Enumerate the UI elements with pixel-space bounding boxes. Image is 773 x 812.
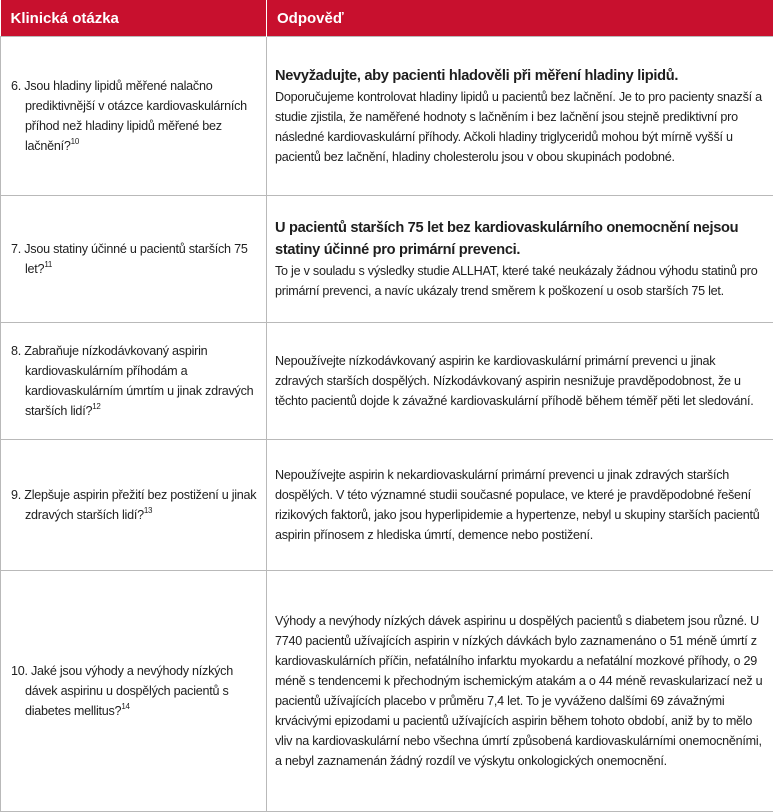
question-label: 8. Zabraňuje nízkodávkovaný aspirin kardiovaskulárním příhodám a kardiovaskulárním úmrtím u jinak zdravých starších lidí? xyxy=(11,344,253,418)
reference-number: 13 xyxy=(144,506,152,515)
table-row xyxy=(1,323,773,440)
question-text xyxy=(11,76,258,156)
header-row xyxy=(1,0,773,37)
question-cell xyxy=(1,571,267,812)
question-label: 7. Jsou statiny účinné u pacientů starších 75 let? xyxy=(11,242,248,276)
header-clinical-question: Klinická otázka xyxy=(1,0,267,37)
answer-cell xyxy=(267,440,773,571)
reference-number: 12 xyxy=(92,402,100,411)
answer-cell xyxy=(267,37,773,196)
table-row xyxy=(1,571,773,812)
answer-text: Doporučujeme kontrolovat hladiny lipidů u pacientů bez lačnění. Je to pro pacienty snazší a studie zjistila, že naměřené hodnoty s lačněním i bez lačnění jsou stejně prediktivní pro následné kardiovaskulární příhody. Ačkoli hladiny triglyceridů mohou být mírně vyšší u pacientů bez lačnění, hladiny cholesterolu jsou v obou skupinách podobné. xyxy=(275,87,765,167)
answer-cell xyxy=(267,196,773,323)
answer-cell xyxy=(267,571,773,812)
answer-lead: Nevyžadujte, aby pacienti hladověli při měření hladiny lipidů. xyxy=(275,65,765,87)
question-text xyxy=(11,661,258,721)
question-text xyxy=(11,485,258,525)
reference-number: 11 xyxy=(44,260,52,269)
table-row xyxy=(1,440,773,571)
question-cell xyxy=(1,440,267,571)
question-label: 6. Jsou hladiny lipidů měřené nalačno prediktivnější v otázce kardiovaskulárních příhod než hladiny lipidů měřené bez lačnění? xyxy=(11,79,247,153)
header-answer: Odpověď xyxy=(267,0,773,37)
question-cell xyxy=(1,37,267,196)
question-text xyxy=(11,239,258,279)
answer-text: Nepoužívejte aspirin k nekardiovaskulární primární prevenci u jinak zdravých starších dospělých. V této významné studii současné populace, ve které je pravděpodobné řešení rizikových faktorů, jako jsou hyperlipidemie a hypertenze, nebyl u skupiny starších pacientů aspirin přínosem z hlediska úmrtí, demence nebo postižení. xyxy=(275,465,765,545)
question-text xyxy=(11,341,258,421)
answer-text: Nepoužívejte nízkodávkovaný aspirin ke kardiovaskulární primární prevenci u jinak zdravých starších dospělých. Nízkodávkovaný aspirin nesnižuje pravděpodobnost, že u těchto pacientů dojde k závažné kardiovaskulární příhodě během téměř pěti let sledování. xyxy=(275,351,765,411)
answer-lead: U pacientů starších 75 let bez kardiovaskulárního onemocnění nejsou statiny účinné pro primární prevenci. xyxy=(275,217,765,261)
reference-number: 14 xyxy=(121,702,129,711)
reference-number: 10 xyxy=(71,137,79,146)
table-row xyxy=(1,37,773,196)
table-body xyxy=(1,37,773,812)
answer-text: Výhody a nevýhody nízkých dávek aspirinu u dospělých pacientů s diabetem jsou různé. U 7740 pacientů užívajících aspirin v nízkých dávkách bylo zaznamenáno o 51 méně úmrtí z kardiovaskulárních příčin, nefatálního infarktu myokardu a nefatální mozkové příhody, o 29 méně s tendencemi k přechodným ischemickým atakám a o 44 méně revaskularizací než u pacientů užívajících placebo v průměru 7,4 let. To je vyváženo dalšími 69 závažnými krvácivými epizodami u pacientů užívajících aspirin během tohoto období, aniž by to mělo vliv na kardiovaskulární nebo všechna úmrtí způsobená kardiovaskulárními onemocněními, a nebyl zaznamenán žádný rozdíl ve výskytu onkologických onemocnění. xyxy=(275,611,765,771)
table-row xyxy=(1,196,773,323)
question-label: 9. Zlepšuje aspirin přežití bez postižení u jinak zdravých starších lidí? xyxy=(11,488,256,522)
answer-cell xyxy=(267,323,773,440)
question-cell xyxy=(1,196,267,323)
question-cell xyxy=(1,323,267,440)
table-header xyxy=(1,0,773,37)
answer-text: To je v souladu s výsledky studie ALLHAT, které také neukázaly žádnou výhodu statinů pro primární prevenci, a navíc ukázaly trend směrem k poškození u osob starších 75 let. xyxy=(275,261,765,301)
question-label: 10. Jaké jsou výhody a nevýhody nízkých dávek aspirinu u dospělých pacientů s diabetes mellitus? xyxy=(11,664,233,718)
